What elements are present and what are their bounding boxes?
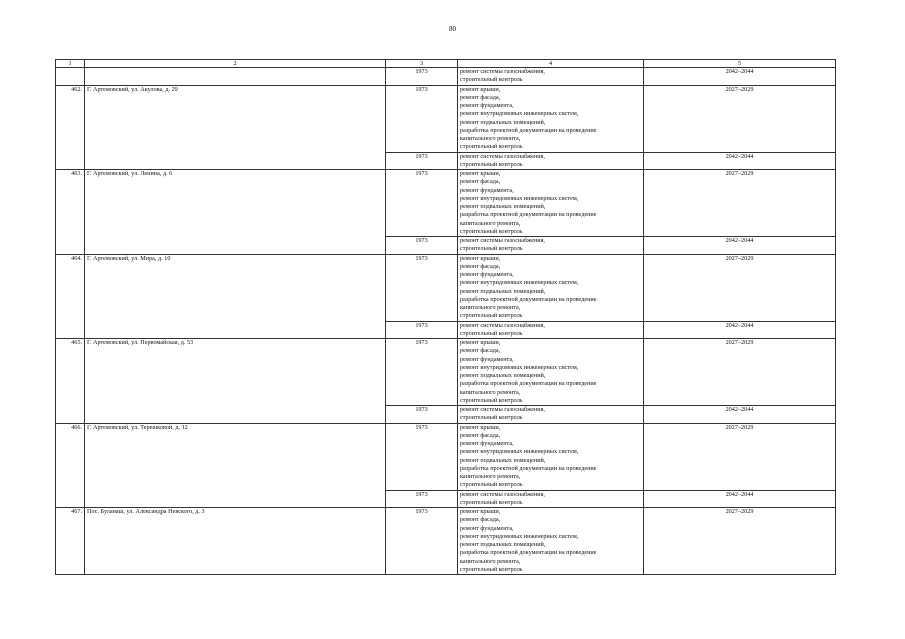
works-cell xyxy=(458,85,644,152)
work-item: строительный контроль xyxy=(460,227,523,235)
work-item: капитального ремонта, xyxy=(460,473,521,480)
work-item: ремонт фасада, xyxy=(460,262,501,270)
year-cell: 1973 xyxy=(386,85,458,152)
entry-number-cell: 467. xyxy=(56,508,85,575)
period-cell: 2042–2044 xyxy=(644,406,836,424)
works-cell xyxy=(458,321,644,339)
year-cell: 1973 xyxy=(386,339,458,406)
work-item: разработка проектной документации на проведение xyxy=(460,211,597,219)
work-item: капитального ремонта, xyxy=(460,135,521,142)
work-item: ремонт системы газоснабжения, xyxy=(460,321,545,329)
column-number: 3 xyxy=(386,60,458,68)
work-item: ремонт системы газоснабжения, xyxy=(460,68,545,75)
works-cell xyxy=(458,237,644,255)
table-row xyxy=(56,339,836,406)
work-item: ремонт крыши, xyxy=(460,508,501,515)
work-item: ремонт фундамента, xyxy=(460,186,514,194)
year-cell: 1973 xyxy=(386,508,458,575)
work-item: ремонт фасада, xyxy=(460,178,501,186)
period-cell: 2042–2044 xyxy=(644,321,836,339)
column-number-row xyxy=(56,60,836,68)
year-cell: 1973 xyxy=(386,321,458,339)
work-item: ремонт фундамента, xyxy=(460,271,514,278)
work-item: капитального ремонта, xyxy=(460,304,521,311)
table-row xyxy=(56,423,836,490)
entry-number-cell xyxy=(56,68,85,86)
column-number: 4 xyxy=(458,60,644,68)
period-cell: 2027–2029 xyxy=(644,170,836,237)
work-item: ремонт подвальных помещений, xyxy=(460,287,546,295)
work-item: ремонт внутридомовых инженерных систем, xyxy=(460,194,579,202)
address-cell xyxy=(85,68,386,86)
work-item: строительный контроль xyxy=(460,565,523,573)
work-item: строительный контроль xyxy=(460,481,523,489)
work-item: строительный контроль xyxy=(460,312,523,320)
work-item: ремонт крыши, xyxy=(460,254,501,262)
work-item: строительный контроль xyxy=(460,143,523,151)
period-cell: 2027–2029 xyxy=(644,508,836,575)
year-cell: 1973 xyxy=(386,254,458,321)
works-cell xyxy=(458,254,644,321)
work-item: ремонт крыши, xyxy=(460,339,501,346)
address-cell: Г. Артемовский, ул. Ленина, д. 6 xyxy=(85,170,386,255)
entry-number-cell: 463. xyxy=(56,170,85,255)
work-item: капитального ремонта, xyxy=(460,557,521,565)
work-item: ремонт подвальных помещений, xyxy=(460,541,546,548)
work-item: разработка проектной документации на проведение xyxy=(460,549,597,557)
year-cell: 1973 xyxy=(386,170,458,237)
work-item: строительный контроль xyxy=(460,414,523,422)
address-cell: Г. Артемовский, ул. Мира, д. 10 xyxy=(85,254,386,339)
work-item: ремонт системы газоснабжения, xyxy=(460,237,545,244)
works-cell xyxy=(458,423,644,490)
repair-schedule-table xyxy=(55,59,836,575)
work-item: ремонт фасада, xyxy=(460,347,501,355)
address-cell: Г. Артемовский, ул. Терешковой, д. 12 xyxy=(85,423,386,508)
work-item: ремонт крыши, xyxy=(460,170,501,177)
period-cell: 2027–2029 xyxy=(644,339,836,406)
works-cell xyxy=(458,170,644,237)
work-item: ремонт фундамента, xyxy=(460,102,514,109)
table-row xyxy=(56,85,836,152)
address-cell: Г. Артемовский, ул. Первомайская, д. 53 xyxy=(85,339,386,424)
table-body xyxy=(56,68,836,575)
work-item: ремонт внутридомовых инженерных систем, xyxy=(460,110,579,118)
work-item: строительный контроль xyxy=(460,396,523,404)
work-item: строительный контроль xyxy=(460,76,523,84)
period-cell: 2027–2029 xyxy=(644,85,836,152)
work-item: ремонт фасада, xyxy=(460,431,501,439)
period-cell: 2042–2044 xyxy=(644,490,836,508)
period-cell: 2027–2029 xyxy=(644,423,836,490)
work-item: ремонт фундамента, xyxy=(460,440,514,447)
work-item: ремонт внутридомовых инженерных систем, xyxy=(460,448,579,456)
period-cell: 2042–2044 xyxy=(644,68,836,86)
year-cell: 1973 xyxy=(386,490,458,508)
work-item: ремонт внутридомовых инженерных систем, xyxy=(460,532,579,540)
work-item: ремонт внутридомовых инженерных систем, xyxy=(460,363,579,371)
page-number: 80 xyxy=(449,25,456,33)
address-cell: Г. Артемовский, ул. Акулова, д. 29 xyxy=(85,85,386,170)
address-cell: Пос. Буланаш, ул. Александра Невского, д. 3 xyxy=(85,508,386,575)
work-item: ремонт фундамента, xyxy=(460,524,514,532)
work-item: ремонт подвальных помещений, xyxy=(460,456,546,464)
work-item: разработка проектной документации на проведение xyxy=(460,464,597,472)
year-cell: 1973 xyxy=(386,423,458,490)
column-number: 2 xyxy=(85,60,386,68)
work-item: капитального ремонта, xyxy=(460,219,521,227)
entry-number-cell: 466. xyxy=(56,423,85,508)
entry-number-cell: 464. xyxy=(56,254,85,339)
year-cell: 1973 xyxy=(386,406,458,424)
year-cell: 1973 xyxy=(386,68,458,86)
column-number: 1 xyxy=(56,60,85,68)
work-item: ремонт подвальных помещений, xyxy=(460,118,546,126)
work-item: ремонт фасада, xyxy=(460,93,501,101)
work-item: строительный контроль xyxy=(460,160,523,168)
work-item: разработка проектной документации на проведение xyxy=(460,380,597,388)
work-item: ремонт фундамента, xyxy=(460,355,514,363)
entry-number-cell: 465. xyxy=(56,339,85,424)
works-cell xyxy=(458,68,644,86)
work-item: ремонт системы газоснабжения, xyxy=(460,490,545,498)
year-cell: 1973 xyxy=(386,237,458,255)
work-item: ремонт подвальных помещений, xyxy=(460,372,546,379)
work-item: ремонт системы газоснабжения, xyxy=(460,152,545,160)
table-row xyxy=(56,254,836,321)
work-item: ремонт системы газоснабжения, xyxy=(460,406,545,413)
work-item: разработка проектной документации на проведение xyxy=(460,126,597,134)
work-item: капитального ремонта, xyxy=(460,388,521,396)
work-item: ремонт крыши, xyxy=(460,423,501,431)
works-cell xyxy=(458,339,644,406)
table-row xyxy=(56,170,836,237)
work-item: ремонт подвальных помещений, xyxy=(460,203,546,210)
work-item: ремонт фасада, xyxy=(460,516,501,524)
work-item: ремонт внутридомовых инженерных систем, xyxy=(460,279,579,287)
work-item: ремонт крыши, xyxy=(460,85,501,93)
works-cell xyxy=(458,406,644,424)
works-cell xyxy=(458,508,644,575)
period-cell: 2027–2029 xyxy=(644,254,836,321)
work-item: строительный контроль xyxy=(460,498,523,506)
work-item: строительный контроль xyxy=(460,329,523,337)
table-row xyxy=(56,508,836,575)
column-number: 5 xyxy=(644,60,836,68)
entry-number-cell: 462. xyxy=(56,85,85,170)
period-cell: 2042–2044 xyxy=(644,237,836,255)
year-cell: 1973 xyxy=(386,152,458,170)
work-item: разработка проектной документации на проведение xyxy=(460,295,597,303)
period-cell: 2042–2044 xyxy=(644,152,836,170)
work-item: строительный контроль xyxy=(460,245,523,253)
carry-over-row xyxy=(56,68,836,86)
works-cell xyxy=(458,490,644,508)
works-cell xyxy=(458,152,644,170)
